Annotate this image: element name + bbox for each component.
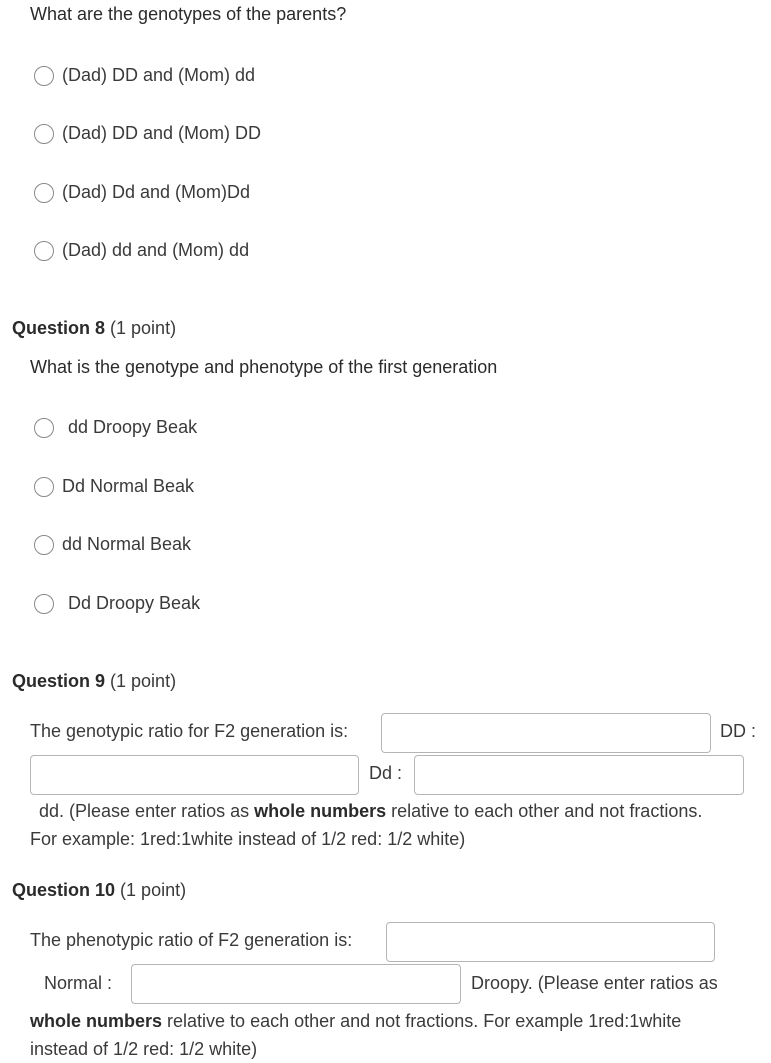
q9-tail-bold: whole numbers (254, 801, 387, 821)
q8-option-4-label[interactable]: Dd Droopy Beak (68, 593, 201, 613)
q9-recessive-input[interactable] (414, 755, 744, 795)
q9-label: Question 9 (12, 671, 106, 691)
q7-option-1-label[interactable]: (Dad) DD and (Mom) dd (62, 65, 256, 85)
q10-normal-ratio-input[interactable] (386, 922, 715, 962)
q8-prompt: What is the genotype and phenotype of the first generation (30, 357, 498, 377)
q10-instructions-line-3: instead of 1/2 red: 1/2 white) (30, 1039, 258, 1059)
q7-option-3-label[interactable]: (Dad) Dd and (Mom)Dd (62, 182, 251, 202)
q8-option-3-label[interactable]: dd Normal Beak (62, 534, 192, 554)
q10-prompt: The phenotypic ratio of F2 generation is: (30, 930, 353, 950)
q7-prompt: What are the genotypes of the parents? (30, 4, 347, 24)
q8-label: Question 8 (12, 318, 106, 338)
q10-line2-bold: whole numbers (30, 1011, 163, 1031)
q8-option-4-radio[interactable] (34, 594, 54, 614)
q10-droopy-ratio-input[interactable] (131, 964, 461, 1004)
q7-option-2-label[interactable]: (Dad) DD and (Mom) DD (62, 123, 262, 143)
q10-points: (1 point) (120, 880, 187, 900)
q8-option-1-label[interactable]: dd Droopy Beak (68, 417, 198, 437)
q9-header (12, 671, 176, 692)
q8-header (12, 318, 176, 339)
q10-normal-label: Normal : (44, 973, 113, 993)
q7-option-3-radio[interactable] (34, 183, 54, 203)
q10-droopy-text: Droopy. (Please enter ratios as (471, 973, 718, 993)
q9-instructions-line-1 (39, 797, 702, 825)
q9-dd-upper-input[interactable] (381, 713, 711, 753)
q9-heterozygous-input[interactable] (30, 755, 359, 795)
q9-tail-end: relative to each other and not fractions. (386, 801, 703, 821)
q8-points: (1 point) (110, 318, 177, 338)
q10-label: Question 10 (12, 880, 116, 900)
q7-option-1-radio[interactable] (34, 66, 54, 86)
q9-dd-upper-label: DD : (720, 721, 756, 741)
q9-tail-start: dd. (Please enter ratios as (39, 801, 255, 821)
q8-option-1-radio[interactable] (34, 418, 54, 438)
q7-option-4-radio[interactable] (34, 241, 54, 261)
q7-option-4-label[interactable]: (Dad) dd and (Mom) dd (62, 240, 250, 260)
q7-option-2-radio[interactable] (34, 124, 54, 144)
q9-points: (1 point) (110, 671, 177, 691)
q8-option-2-label[interactable]: Dd Normal Beak (62, 476, 195, 496)
q9-prompt: The genotypic ratio for F2 generation is: (30, 721, 349, 741)
q8-option-3-radio[interactable] (34, 535, 54, 555)
q8-option-2-radio[interactable] (34, 477, 54, 497)
q10-line2-rest: relative to each other and not fractions. For example 1red:1white (162, 1011, 682, 1031)
q9-instructions-line-2: For example: 1red:1white instead of 1/2 red: 1/2 white) (30, 829, 466, 849)
q10-instructions-line-2 (30, 1007, 681, 1035)
q10-header (12, 880, 186, 901)
q9-dd-mid-label: Dd : (369, 763, 403, 783)
